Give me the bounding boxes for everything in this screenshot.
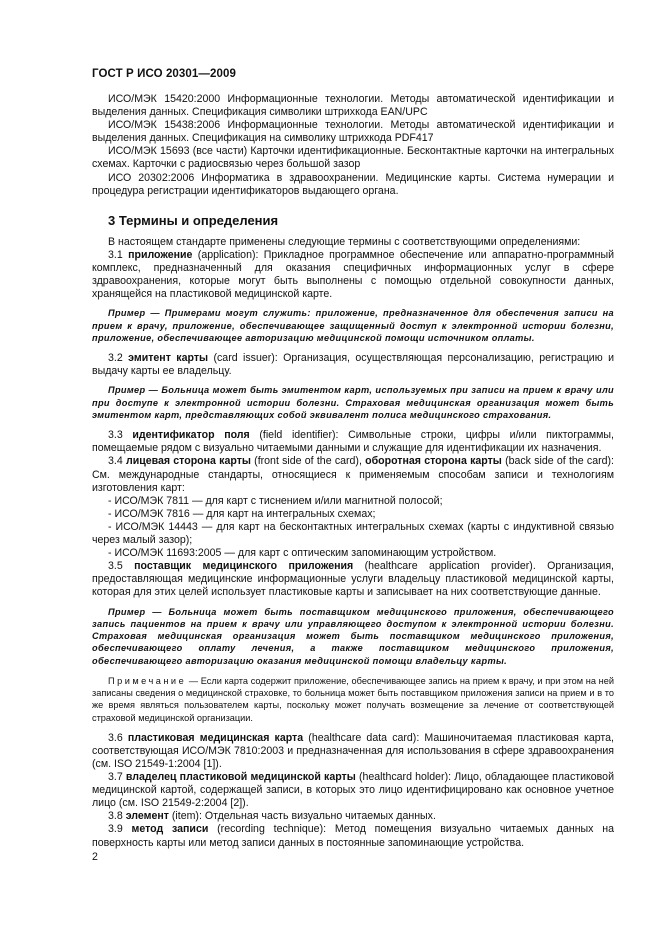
term-3-9: 3.9 метод записи (recording technique): Метод помещения визуально читаемых данных на поверхность карты или метод записи данных в постоянные запоминающие устройства. <box>92 823 614 849</box>
term-name: идентификатор поля <box>132 429 250 442</box>
list-item: - ИСО/МЭК 7811 — для карт с тиснением и/или магнитной полосой; <box>108 494 443 507</box>
term-3-5: 3.5 поставщик медицинского приложения (healthcare application provider). Организация, предоставляющая медицинские информационные услуги владельцу пластиковой медицинской карты, которая для этих целей использует пластиковые карты и записывает на них соответствующие данные. <box>92 560 614 599</box>
example-3-5: Пример — Больница может быть поставщиком медицинского приложения, обеспечивающего запись пациентов на прием к врачу или управляющего доступом к электронной истории болезни. Страховая медицинская организация может быть поставщиком медицинского приложения, обеспечивающего оплату лечения, а также поставщиком медицинского приложения, обеспечивающего авторизацию оказания медицинской помощи владельцу карты. <box>92 606 614 666</box>
term-3-6: 3.6 пластиковая медицинская карта (healthcare data card): Машиночитаемая пластиковая карта, соответствующая ИСО/МЭК 7810:2003 и предназначенная для использования в сфере здравоохранения (см. ISO 21549-1:2004 [1]). <box>92 731 614 770</box>
term-name: приложение <box>128 248 193 261</box>
term-name: лицевая сторона карты <box>125 455 251 468</box>
term-3-3: 3.3 идентификатор поля (field identifier): Символьные строки, цифры и/или пиктограммы, помещаемые рядом с визуально читаемыми данными и служащие для идентификации их назначения. <box>92 429 614 455</box>
reference-item: ИСО/МЭК 15693 (все части) Карточки идентификационные. Бесконтактные карточки на интегральных схемах. Карточки с радиосвязью через большой зазор <box>92 145 614 171</box>
document-body <box>92 93 614 850</box>
document-header: ГОСТ Р ИСО 20301—2009 <box>92 68 237 80</box>
term-name: пластиковая медицинская карта <box>127 731 304 744</box>
list-item: - ИСО/МЭК 11693:2005 — для карт с оптическим запоминающим устройством. <box>108 547 497 560</box>
note: Примечание — Если карта содержит приложение, обеспечивающее запись на прием к врачу, и при этом на ней записаны сведения о медицинской страховке, то больница может быть поставщиком приложения записи на прием и в то же время являться пользователем карты, поскольку может получать возмещение за лечение от соответствующей страховой медицинской организации. <box>92 675 614 723</box>
term-name: эмитент карты <box>128 352 209 365</box>
list-item: - ИСО/МЭК 14443 — для карт на бесконтактных интегральных схемах (карты с индуктивной связью через малый зазор); <box>92 520 614 547</box>
term-name: владелец пластиковой медицинской карты <box>125 771 356 784</box>
term-name: элемент <box>125 810 169 823</box>
term-3-1: 3.1 приложение (application): Прикладное программное обеспечение или аппаратно-программный комплекс, предназначенный для оказания специфичных информационных услуг в сфере здравоохранения, которые могут быть выполнены с помощью отдельной совокупности данных, хранящейся на пластиковой медицинской карте. <box>92 248 614 301</box>
page-number: 2 <box>92 851 98 863</box>
term-name: метод записи <box>131 823 209 836</box>
term-3-7: 3.7 владелец пластиковой медицинской карты (healthcard holder): Лицо, обладающее пластиковой медицинской картой, содержащей записи, в которых это лицо идентифицировано как основное учетное лицо (см. ISO 21549-2:2004 [2]). <box>92 771 614 810</box>
term-3-2: 3.2 эмитент карты (card issuer): Организация, осуществляющая персонализацию, регистрацию и выдачу карты ее владельцу. <box>92 352 614 378</box>
reference-item: ИСО/МЭК 15420:2000 Информационные технологии. Методы автоматической идентификации и выделения данных. Спецификация символики штрихкода EAN/UPC <box>92 93 614 119</box>
list-item: - ИСО/МЭК 7816 — для карт на интегральных схемах; <box>108 507 376 520</box>
example-3-2: Пример — Больница может быть эмитентом карт, используемых при записи на прием к врачу или при доступе к электронной истории болезни. Страховая медицинская организация может быть эмитентом карт, представляющих собой эквивалент полиса медицинского страхования. <box>92 385 614 420</box>
section-intro: В настоящем стандарте применены следующие термины с соответствующими определениями: <box>108 235 581 248</box>
section-heading: 3 Термины и определения <box>108 212 279 228</box>
term-name: поставщик медицинского приложения <box>134 560 354 573</box>
term-3-8: 3.8 элемент (item): Отдельная часть визуально читаемых данных. <box>108 810 436 823</box>
note-label: Примечание <box>108 675 187 686</box>
reference-item: ИСО 20302:2006 Информатика в здравоохранении. Медицинские карты. Система нумерации и процедура регистрации идентификаторов выдающего органа. <box>92 171 614 197</box>
example-3-1: Пример — Примерами могут служить: приложение, предназначенное для обеспечения записи на прием к врачу, приложение, обеспечивающее защищенный доступ к электронной истории болезни, приложение, обеспечивающее авторизацию медицинской помощи источником оплаты. <box>92 308 614 343</box>
term-3-4: 3.4 лицевая сторона карты (front side of the card), оборотная сторона карты (back side of the card): См. международные стандарты, относящиеся к применяемым способам записи и технологиям изготовления карт: <box>92 455 614 494</box>
reference-item: ИСО/МЭК 15438:2006 Информационные технологии. Методы автоматической идентификации и выделения данных. Спецификация на символику штрихкода PDF417 <box>92 119 614 145</box>
term-name: оборотная сторона карты <box>365 455 502 468</box>
